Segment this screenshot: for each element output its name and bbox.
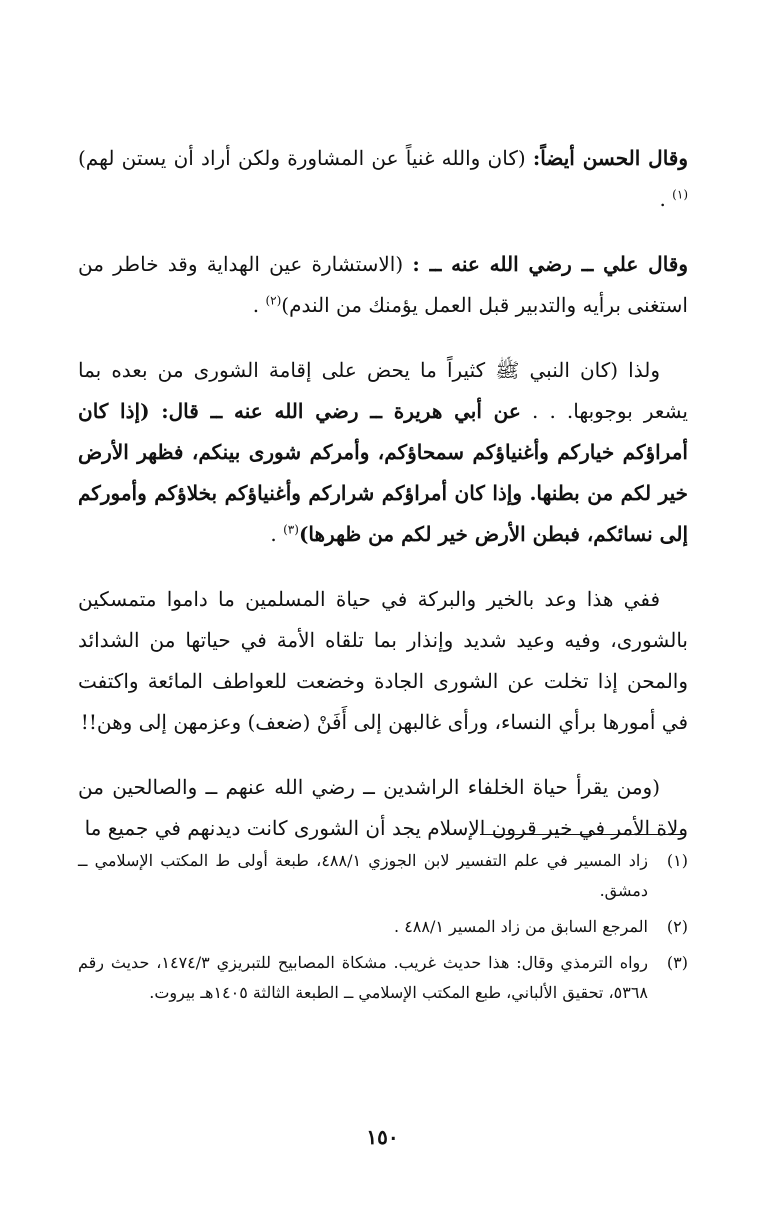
footnote-item [78, 912, 688, 942]
footnotes [78, 846, 688, 1014]
footnote-ref[interactable]: (٢) [265, 293, 282, 308]
footnote-item [78, 846, 688, 906]
paragraph-ali [78, 244, 688, 326]
footnote-number: (٢) [666, 917, 688, 936]
footnote-number: (٣) [666, 953, 689, 972]
footnote-ref[interactable]: (٣) [283, 522, 299, 537]
paragraph-caliphs: (ومن يقرأ حياة الخلفاء الراشدين ــ رضي الله عنهم ــ والصالحين من ولاة الأمر في خير قرون الإسلام يجد أن الشورى كانت ديدنهم في جميع ما [78, 775, 688, 840]
main-text [78, 138, 688, 869]
page-number: ١٥٠ [366, 1125, 399, 1149]
paragraph-hadith [78, 350, 688, 555]
paragraph-commentary: ففي هذا وعد بالخير والبركة في حياة المسلمين ما داموا متمسكين بالشورى، وفيه وعيد شديد وإنذار بما تلقاه الأمة في حياتها من الشدائد والمحن إذا تخلت عن الشورى الجادة وخضعت للعواطف المائعة واكتفت في أمورها برأي النساء، ورأى غالبهن إلى أَفَنْ (ضعف) وعزمهن إلى وهن!! [78, 587, 688, 734]
hadith-quote: عن أبي هريرة ــ رضي الله عنه ــ قال: (إذا كان أمراؤكم خياركم وأغنياؤكم سمحاؤكم، وأمركم شورى بينكم، فظهر الأرض خير لكم من بطنها. وإذا كان أمراؤكم شراركم وأغنياؤكم بخلاؤكم وأموركم إلى نسائكم، فبطن الأرض خير لكم من ظهرها) [78, 399, 688, 546]
footnote-ref[interactable]: (١) [672, 187, 688, 202]
footnote-item [78, 948, 688, 1008]
paragraph-al-hasan [78, 138, 688, 220]
footnote-number: (١) [666, 851, 689, 870]
paragraph-end: . [270, 522, 284, 546]
footnote-text: زاد المسير في علم التفسير لابن الجوزي ٤٨٨/١، طبعة أولى ط المكتب الإسلامي ــ دمشق. [78, 851, 649, 900]
footnote-text: رواه الترمذي وقال: هذا حديث غريب. مشكاة المصابيح للتبريزي ١٤٧٤/٣، حديث رقم ٥٣٦٨، تحقيق الألباني، طبع المكتب الإسلامي ــ الطبعة الثالثة ١٤٠٥هـ بيروت. [78, 953, 649, 1002]
footnote-divider [480, 834, 685, 835]
paragraph-text: (الاستشارة عين الهداية وقد خاطر من استغنى برأيه والتدبير قبل العمل يؤمنك من الندم) [78, 252, 688, 317]
paragraph-lead: وقال علي ــ رضي الله عنه ــ : [412, 252, 689, 276]
paragraph-lead: وقال الحسن أيضاً: [532, 146, 689, 170]
paragraph-end: . [252, 293, 266, 317]
footnote-text: المرجع السابق من زاد المسير ٤٨٨/١ . [394, 917, 648, 936]
paragraph-end: . [659, 187, 673, 211]
paragraph-text: ولذا (كان النبي ﷺ كثيراً ما يحض على إقامة الشورى من بعده بما يشعر بوجوبها. . . [78, 358, 688, 423]
paragraph-text: (كان والله غنياً عن المشاورة ولكن أراد أن يستن لهم) [78, 146, 533, 170]
